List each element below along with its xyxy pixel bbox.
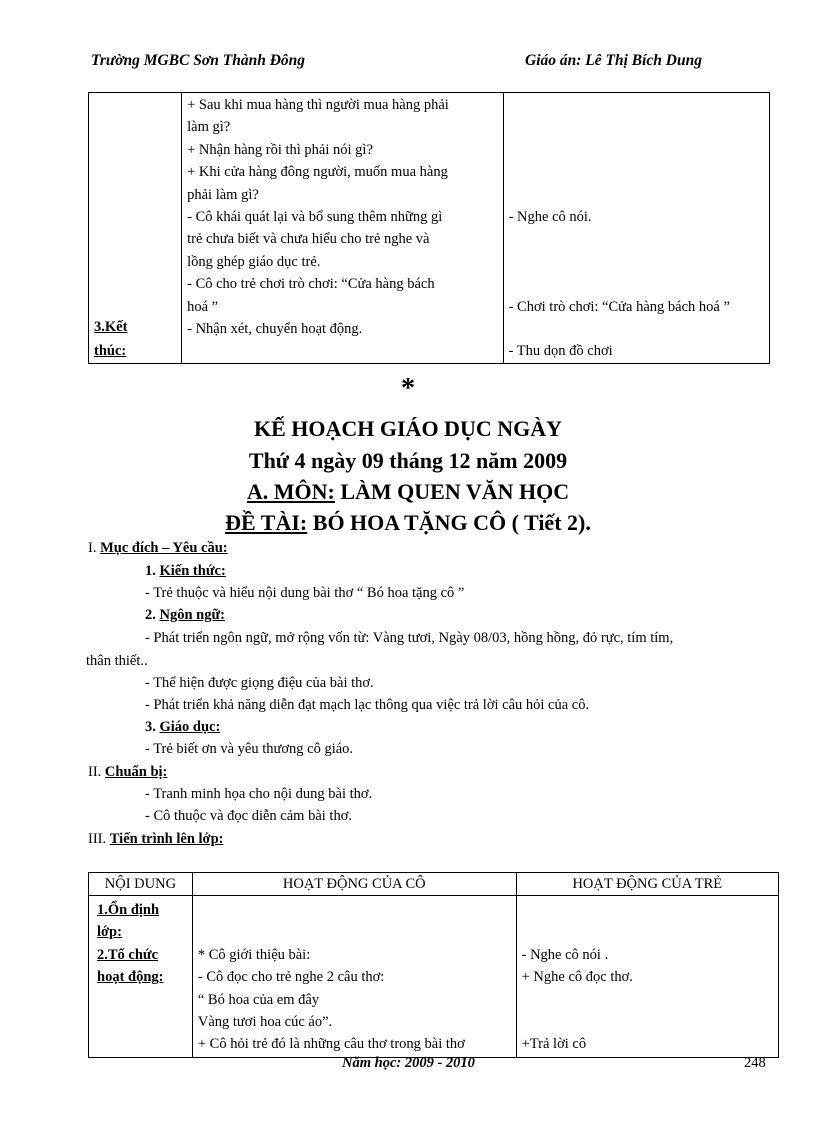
preparation-title: Chuẩn bị:	[104, 764, 168, 780]
education-line-1: - Trẻ biết ơn và yêu thương cô giáo.	[145, 741, 354, 757]
child-activity-line	[504, 116, 769, 138]
topic-name: BÓ HOA TẶNG CÔ ( Tiết 2).	[307, 510, 591, 535]
preparation-line-1: - Tranh minh họa cho nội dung bài thơ.	[145, 786, 373, 802]
child-cell	[516, 896, 778, 1058]
subject-name: LÀM QUEN VĂN HỌC	[334, 479, 570, 504]
child-line	[517, 921, 778, 943]
header-school: Trường MGBC Sơn Thành Đông	[91, 52, 306, 69]
teacher-line	[193, 899, 516, 921]
teacher-activity-line: hoá ”	[187, 298, 219, 315]
teacher-activity-line: + Nhận hàng rồi thì phải nói gì?	[187, 141, 373, 158]
child-activity-line	[504, 228, 769, 250]
teacher-activity-line: - Cô khái quát lại và bổ sung thêm những gì	[187, 208, 443, 225]
teacher-line: “ Bó hoa của em đây	[197, 991, 320, 1008]
preparation-line-2: - Cô thuộc và đọc diễn cảm bài thơ.	[145, 808, 352, 824]
teacher-line: * Cô giới thiệu bài:	[197, 946, 311, 963]
language-title: Ngôn ngữ:	[159, 607, 226, 623]
language-line-2: thân thiết..	[86, 653, 148, 669]
teacher-activity-cell	[182, 93, 503, 364]
teacher-line: Vàng tươi hoa cúc áo”.	[197, 1013, 333, 1030]
child-activity-line	[504, 139, 769, 161]
knowledge-heading	[145, 563, 226, 580]
child-activity-line	[504, 318, 769, 340]
page-number: 248	[744, 1055, 766, 1071]
lesson-table-header	[89, 873, 779, 896]
teacher-activity-line: - Cô cho trẻ chơi trò chơi: “Cửa hàng bách	[187, 276, 435, 293]
header-teacher-activity: HOẠT ĐỘNG CỦA CÔ	[192, 873, 516, 896]
objectives-num: I.	[88, 540, 101, 556]
child-line: - Nghe cô nói .	[521, 946, 609, 963]
preparation-heading	[88, 764, 167, 781]
header-child-activity: HOẠT ĐỘNG CỦA TRẺ	[516, 873, 778, 896]
teacher-line	[193, 921, 516, 943]
language-num: 2.	[145, 607, 160, 623]
objectives-heading	[88, 540, 228, 557]
education-num: 3.	[145, 719, 160, 735]
teacher-activity-line: phải làm gì?	[187, 186, 259, 203]
section-label-line1: 3.Kết	[94, 319, 128, 335]
procedure-heading	[88, 831, 223, 848]
child-activity-cell	[503, 93, 769, 364]
knowledge-line-1: - Trẻ thuộc và hiểu nội dung bài thơ “ Bó hoa tặng cô ”	[145, 585, 465, 601]
teacher-activity-line: + Khi cửa hàng đông người, muốn mua hàng	[187, 164, 448, 181]
teacher-cell	[192, 896, 516, 1058]
child-activity-line: - Nghe cô nói.	[508, 208, 592, 225]
section-divider-asterisk: *	[401, 373, 415, 404]
content-line: lớp:	[97, 924, 122, 941]
child-activity-line	[504, 94, 769, 116]
content-cell	[89, 896, 193, 1058]
footer-school-year: Năm học: 2009 - 2010	[342, 1055, 475, 1071]
child-activity-line	[504, 184, 769, 206]
preparation-num: II.	[88, 764, 105, 780]
language-heading	[145, 607, 225, 624]
procedure-num: III.	[88, 831, 110, 847]
child-line: +Trả lời cô	[521, 1036, 587, 1053]
teacher-activity-line: làm gì?	[187, 119, 231, 136]
language-line-1: - Phát triển ngôn ngữ, mở rộng vốn từ: Vàng tươi, Ngày 08/03, hồng hồng, đỏ rực, tím tím,	[145, 630, 674, 646]
teacher-activity-line: + Sau khi mua hàng thì người mua hàng phải	[187, 97, 449, 113]
child-activity-line: - Chơi trò chơi: “Cửa hàng bách hoá ”	[508, 298, 730, 315]
child-activity-line	[504, 251, 769, 273]
plan-title: KẾ HOẠCH GIÁO DỤC NGÀY	[253, 416, 562, 441]
education-heading	[145, 719, 220, 736]
content-line: 1.Ổn định	[97, 902, 160, 918]
topic-label: ĐỀ TÀI:	[225, 510, 308, 535]
teacher-line: - Cô đọc cho trẻ nghe 2 câu thơ:	[197, 969, 385, 986]
education-title: Giáo dục:	[159, 719, 221, 735]
child-activity-line	[504, 161, 769, 183]
child-line	[517, 1011, 778, 1033]
child-activity-line	[504, 273, 769, 295]
lesson-table	[88, 872, 779, 1058]
child-activity-line: - Thu dọn đồ chơi	[508, 343, 613, 360]
knowledge-num: 1.	[145, 563, 160, 579]
plan-date: Thứ 4 ngày 09 tháng 12 năm 2009	[248, 448, 568, 473]
teacher-activity-line: lồng ghép giáo dục trẻ.	[187, 253, 321, 270]
topic-heading	[0, 510, 816, 536]
child-line: + Nghe cô đọc thơ.	[521, 969, 633, 986]
teacher-activity-line: - Nhận xét, chuyển hoạt động.	[187, 320, 363, 337]
content-line: 2.Tổ chức	[97, 946, 159, 963]
section-cell	[89, 93, 182, 364]
teacher-line: + Cô hỏi trẻ đó là những câu thơ trong bài thơ	[197, 1036, 465, 1053]
subject-heading	[0, 479, 816, 505]
objectives-title: Mục đích – Yêu cầu:	[100, 540, 228, 556]
activity-table-continued	[88, 92, 770, 364]
subject-label: A. MÔN:	[246, 479, 335, 504]
language-line-3: - Thể hiện được giọng điệu của bài thơ.	[145, 675, 374, 691]
knowledge-title: Kiến thức:	[159, 563, 226, 579]
language-line-4: - Phát triển khả năng diễn đạt mạch lạc thông qua việc trả lời câu hỏi của cô.	[145, 697, 590, 713]
section-label-line2: thúc:	[94, 343, 127, 359]
teacher-activity-line: trẻ chưa biết và chưa hiểu cho trẻ nghe và	[187, 231, 430, 248]
header-content: NỘI DUNG	[89, 873, 193, 896]
child-line	[517, 899, 778, 921]
header-teacher: Giáo án: Lê Thị Bích Dung	[525, 52, 702, 69]
child-line	[517, 989, 778, 1011]
procedure-title: Tiến trình lên lớp:	[109, 831, 224, 847]
lesson-table-row	[89, 896, 779, 1058]
content-line: hoạt động:	[97, 969, 164, 986]
